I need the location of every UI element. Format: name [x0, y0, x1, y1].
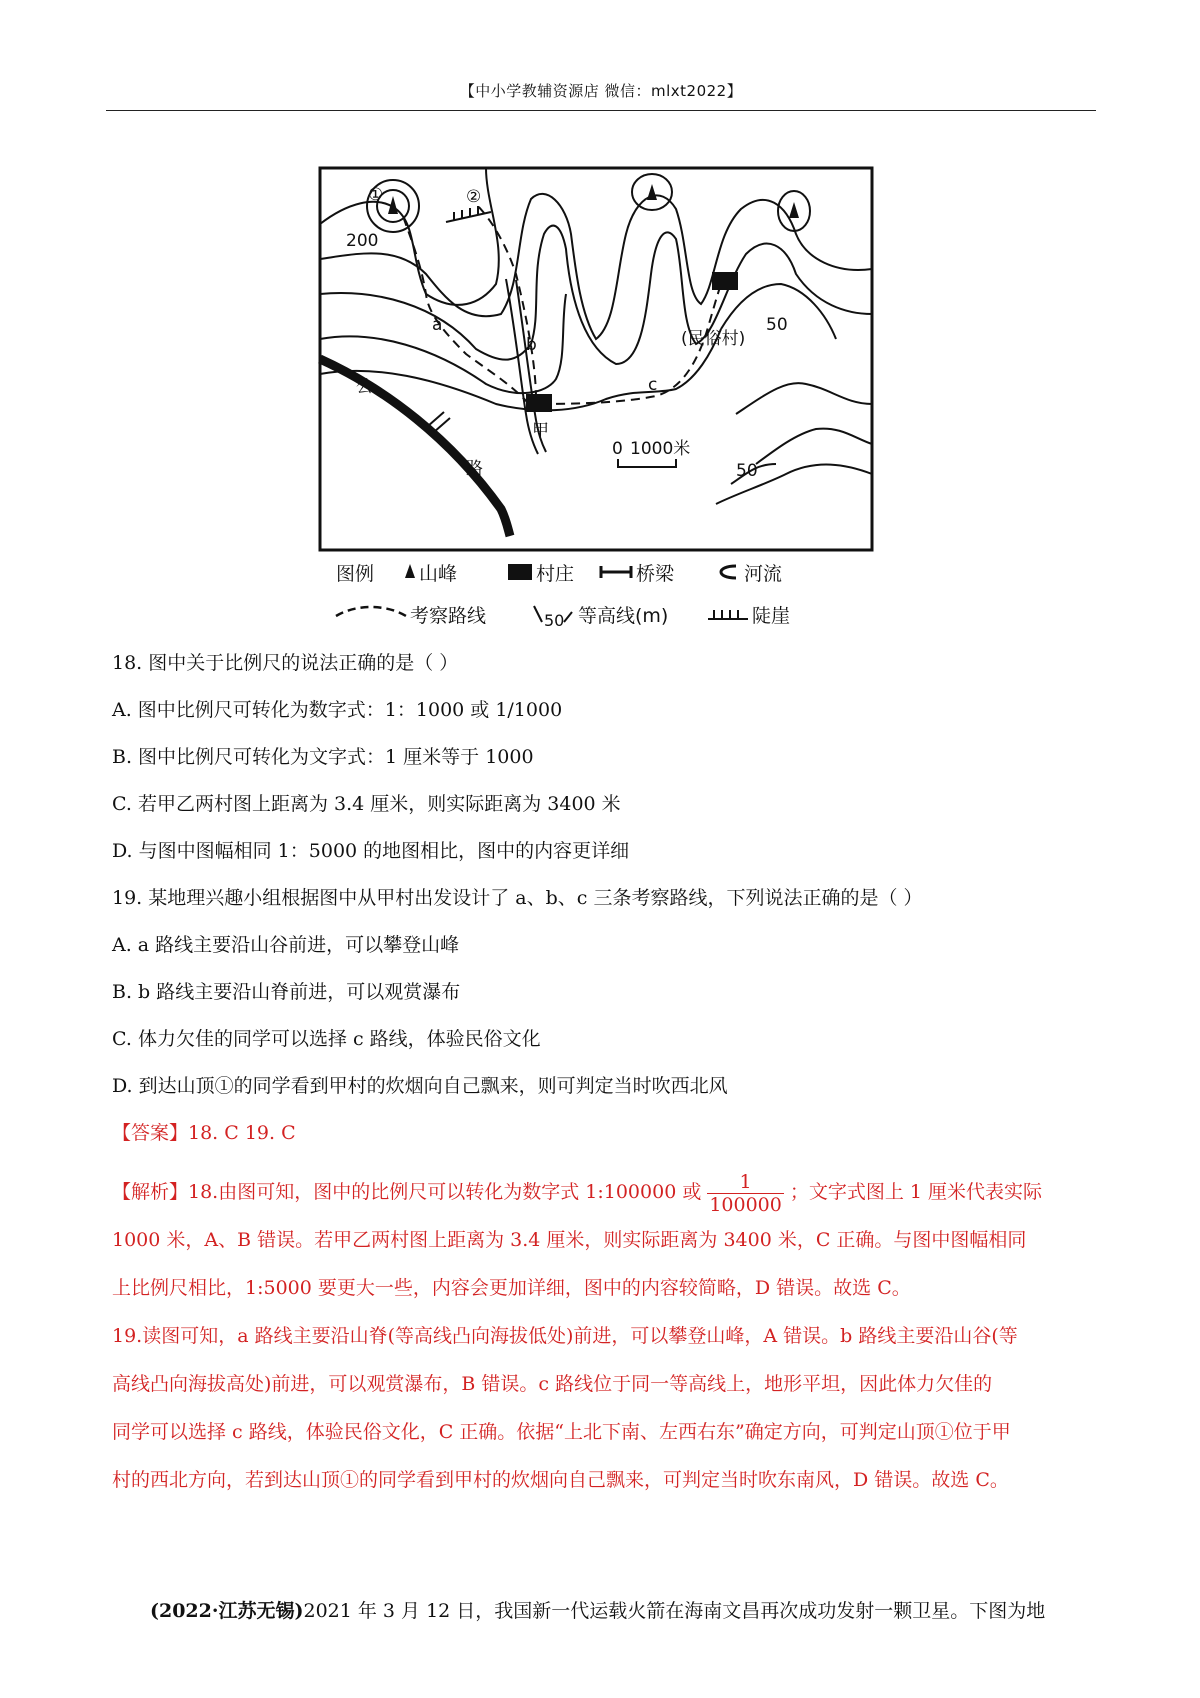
- q19-stem: 19. 某地理兴趣小组根据图中从甲村出发设计了 a、b、c 三条考察路线，下列说法正确的是（ ）: [112, 887, 923, 909]
- answer-line: 【答案】18. C 19. C: [112, 1122, 296, 1144]
- route-c-label: c: [648, 375, 658, 395]
- contour-50b-label: 50: [736, 461, 758, 481]
- q18-stem: 18. 图中关于比例尺的说法正确的是（ ）: [112, 652, 459, 674]
- contour-50a-label: 50: [766, 315, 788, 335]
- q19-option-a: A. a 路线主要沿山谷前进，可以攀登山峰: [112, 934, 460, 956]
- q18-option-b: B. 图中比例尺可转化为文字式：1 厘米等于 1000: [112, 746, 534, 768]
- legend-cliff-icon: [708, 610, 748, 619]
- q19-option-d: D. 到达山顶①的同学看到甲村的炊烟向自己飘来，则可判定当时吹西北风: [112, 1075, 728, 1097]
- header-divider: [106, 110, 1096, 111]
- legend-bridge-icon: [601, 566, 631, 578]
- q19-option-b: B. b 路线主要沿山脊前进，可以观赏瀑布: [112, 981, 461, 1003]
- road-lu-label: 路: [466, 459, 483, 479]
- svg-text:桥梁: 桥梁: [636, 563, 675, 585]
- svg-text:河流: 河流: [744, 563, 783, 585]
- analysis-line-7: 村的西北方向，若到达山顶①的同学看到甲村的炊烟向自己飘来，可判定当时吹东南风，D 错误。故选 C。: [112, 1469, 1009, 1491]
- analysis-line-4: 19.读图可知，a 路线主要沿山脊(等高线凸向海拔低处)前进，可以攀登山峰，A 错误。b 路线主要沿山谷(等: [112, 1325, 1018, 1347]
- legend-river-icon: [721, 566, 736, 578]
- map-legend: [336, 563, 790, 630]
- q18-option-c: C. 若甲乙两村图上距离为 3.4 厘米，则实际距离为 3400 米: [112, 793, 621, 815]
- route-b-label: b: [526, 335, 537, 355]
- road-gong-label: 公: [356, 377, 373, 397]
- contour-map-figure: [316, 164, 876, 634]
- svg-text:陡崖: 陡崖: [752, 605, 791, 627]
- village-jia-symbol: [526, 394, 552, 412]
- svg-text:考察路线: 考察路线: [410, 605, 487, 627]
- scale-value-label: 1000米: [630, 439, 691, 459]
- question-block: [112, 650, 1112, 1167]
- village-min-symbol: [712, 272, 738, 290]
- page-header: 【中小学教辅资源店 微信：mlxt2022】: [459, 82, 743, 100]
- svg-text:村庄: 村庄: [536, 563, 575, 585]
- svg-text:山峰: 山峰: [419, 563, 458, 585]
- map-frame: [320, 168, 872, 550]
- svg-text:50: 50: [544, 611, 565, 630]
- legend-route-icon: [336, 607, 406, 616]
- svg-text:等高线(m): 等高线(m): [578, 605, 669, 627]
- village-min-label: (民俗村): [681, 329, 746, 349]
- next-question-text: 2021 年 3 月 12 日，我国新一代运载火箭在海南文昌再次成功发射一颗卫星。下图为地: [303, 1600, 1046, 1622]
- legend-village-icon: [508, 564, 532, 580]
- next-question-intro: [150, 1596, 1045, 1623]
- q19-option-c: C. 体力欠佳的同学可以选择 c 路线，体验民俗文化: [112, 1028, 541, 1050]
- analysis-line-6: 同学可以选择 c 路线，体验民俗文化，C 正确。依据“上北下南、左西右东”确定方向，可判定山顶①位于甲: [112, 1421, 1011, 1443]
- svg-text:图例: 图例: [336, 563, 375, 585]
- analysis-block: [112, 1168, 1107, 1504]
- scale-fraction: $\frac{1}{100000}$: [709, 1170, 782, 1216]
- analysis-line-1: 【解析】18.由图可知，图中的比例尺可以转化为数字式 1:100000 或 $\frac{1}{100000}$ ；文字式图上 1 厘米代表实际: [112, 1170, 1043, 1216]
- analysis-line-2: 1000 米，A、B 错误。若甲乙两村图上距离为 3.4 厘米，则实际距离为 3400 米，C 正确。与图中图幅相同: [112, 1229, 1027, 1251]
- peak1-label: ①: [368, 185, 384, 205]
- analysis-line-5: 高线凸向海拔高处)前进，可以观赏瀑布，B 错误。c 路线位于同一等高线上，地形平坦，因此体力欠佳的: [112, 1373, 993, 1395]
- contour-200-label: 200: [346, 231, 379, 251]
- q18-option-a: A. 图中比例尺可转化为数字式：1：1000 或 1/1000: [112, 699, 563, 721]
- village-jia-label: 甲: [532, 421, 549, 441]
- next-question-source: (2022·江苏无锡): [150, 1600, 304, 1622]
- q18-option-d: D. 与图中图幅相同 1：5000 的地图相比，图中的内容更详细: [112, 840, 630, 862]
- peak2-label: ②: [466, 187, 482, 207]
- route-a-label: a: [432, 315, 443, 335]
- legend-peak-icon: [405, 564, 415, 578]
- analysis-line-3: 上比例尺相比，1:5000 要更大一些，内容会更加详细，图中的内容较简略，D 错误。故选 C。: [112, 1277, 911, 1299]
- scale-zero-label: 0: [612, 439, 623, 459]
